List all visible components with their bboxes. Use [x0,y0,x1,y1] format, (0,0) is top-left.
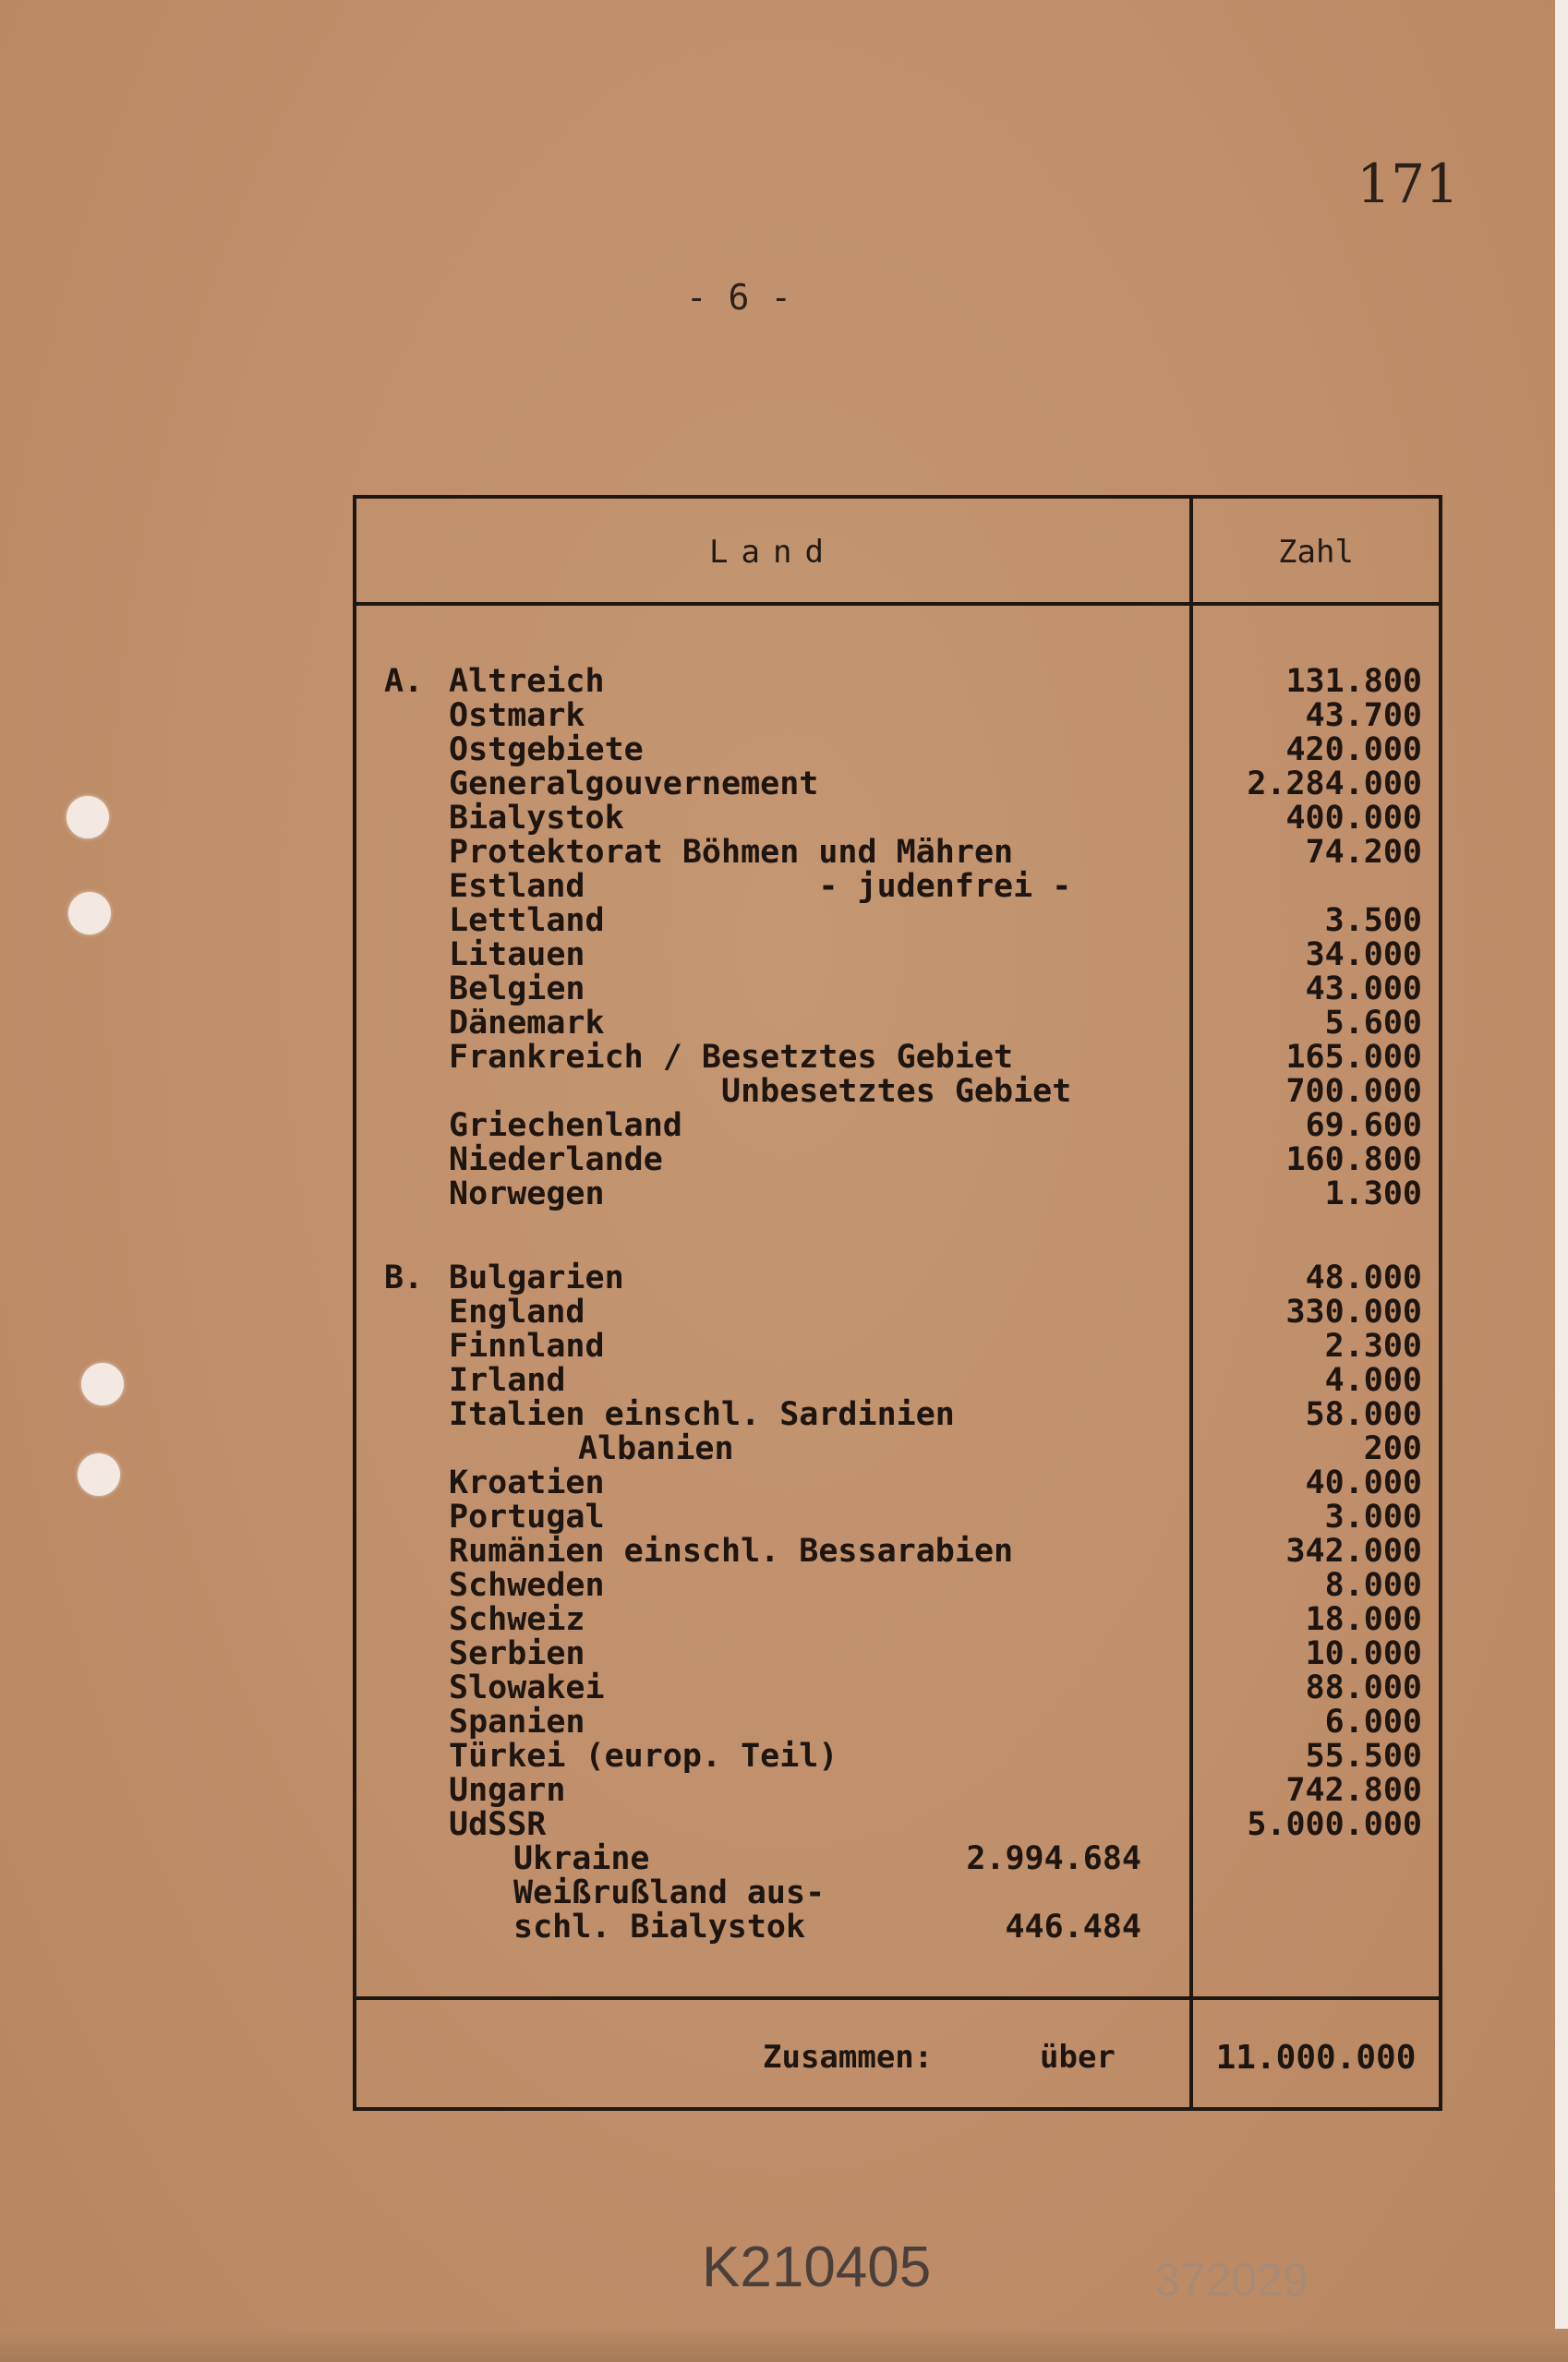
country-name: Griechenland [449,1107,682,1144]
population-table [353,495,1442,2111]
total-label: Zusammen: [763,2039,934,2076]
country-name: Slowakei [449,1669,605,1706]
table-row [356,1500,1439,1535]
country-count: 40.000 [1305,1464,1422,1501]
country-name: Ungarn [449,1772,566,1809]
section-gap [356,1211,1439,1261]
punch-hole [81,1363,124,1405]
country-count: 342.000 [1285,1533,1422,1570]
udssr-subrow [356,1876,1439,1910]
country-count: 400.000 [1285,800,1422,837]
country-count: 58.000 [1305,1396,1422,1433]
table-row [356,1774,1439,1808]
country-count: 3.000 [1324,1499,1422,1536]
country-name: Türkei (europ. Teil) [449,1738,838,1775]
country-name: Irland [449,1362,566,1399]
table-row [356,665,1439,699]
table-row [356,1535,1439,1569]
country-name: Spanien [449,1704,585,1741]
country-name: Italien einschl. Sardinien [449,1396,955,1433]
region-count: 446.484 [1005,1909,1141,1946]
udssr-subrow [356,1910,1439,1945]
total-qualifier: über [1040,2039,1116,2076]
table-row [356,1330,1439,1364]
country-count: 69.600 [1305,1107,1422,1144]
country-name: Niederlande [449,1141,663,1178]
table-row [356,1740,1439,1774]
table-row [356,1603,1439,1637]
country-count: 2.300 [1324,1328,1422,1365]
country-name: Lettland [449,902,605,939]
country-name: Ostgebiete [449,731,644,768]
country-name: Schweiz [449,1601,585,1638]
country-name: Bialystok [449,800,624,837]
country-count: 131.800 [1285,663,1422,700]
table-row [356,767,1439,801]
country-count: 700.000 [1285,1073,1422,1110]
country-name: Frankreich / Besetztes Gebiet [449,1039,1014,1076]
table-row [356,870,1439,904]
country-name: Schweden [449,1567,605,1604]
country-name: Serbien [449,1635,585,1672]
country-name: Generalgouvernement [449,765,819,802]
country-count: 18.000 [1305,1601,1422,1638]
region-count: 2.994.684 [966,1840,1141,1877]
table-row [356,1006,1439,1041]
country-name: England [449,1294,585,1331]
table-row [356,699,1439,733]
country-count: 5.600 [1324,1005,1422,1042]
region-name: Ukraine [513,1840,650,1877]
page-edge [1555,0,1568,2362]
punch-hole [78,1453,120,1496]
country-name: Litauen [449,936,585,973]
country-count: 742.800 [1285,1772,1422,1809]
table-row [356,733,1439,767]
country-count: 1.300 [1324,1175,1422,1212]
country-name: Protektorat Böhmen und Mähren [449,834,1014,871]
section-label: A. [384,663,424,700]
country-count: 420.000 [1285,731,1422,768]
country-name: Estland - judenfrei - [449,868,1072,905]
punch-hole [66,796,109,838]
header-land: Land [709,534,837,571]
table-row [356,1398,1439,1432]
archive-stamp: K210405 [702,2235,932,2299]
country-count: 43.000 [1305,970,1422,1007]
udssr-subrow [356,1842,1439,1876]
table-footer [356,1996,1439,2111]
table-row [356,1671,1439,1705]
faint-stamp: 372029 [1154,2254,1309,2306]
country-count: 43.700 [1305,697,1422,734]
table-row [356,1466,1439,1500]
section-label: B. [384,1259,424,1296]
punch-hole [68,892,111,934]
country-count: 330.000 [1285,1294,1422,1331]
country-name: Rumänien einschl. Bessarabien [449,1533,1014,1570]
table-body [356,665,1439,1945]
country-name: Dänemark [449,1005,605,1042]
table-row [356,1143,1439,1177]
country-count: 5.000.000 [1247,1806,1422,1843]
table-row [356,1637,1439,1671]
country-name: Portugal [449,1499,605,1536]
country-name: UdSSR [449,1806,547,1843]
table-row [356,1109,1439,1143]
page-number: - 6 - [685,277,792,318]
table-row [356,1364,1439,1398]
country-count: 88.000 [1305,1669,1422,1706]
table-row [356,836,1439,870]
table-row [356,938,1439,972]
country-count: 55.500 [1305,1738,1422,1775]
table-row [356,1075,1439,1109]
table-row [356,1295,1439,1330]
country-name: Bulgarien [449,1259,624,1296]
header-zahl: Zahl [1278,534,1354,571]
country-name: Finnland [449,1328,605,1365]
country-count: 10.000 [1305,1635,1422,1672]
country-count: 3.500 [1324,902,1422,939]
table-row [356,1808,1439,1842]
folio-number: 171 [1357,152,1459,215]
table-row [356,972,1439,1006]
country-count: 165.000 [1285,1039,1422,1076]
country-count: 6.000 [1324,1704,1422,1741]
country-count: 200 [1363,1430,1422,1467]
table-row [356,1569,1439,1603]
country-count: 4.000 [1324,1362,1422,1399]
country-name: Unbesetztes Gebiet [721,1073,1072,1110]
country-name: Norwegen [449,1175,605,1212]
country-name: Albanien [578,1430,734,1467]
total-value: 11.000.000 [1215,2039,1417,2077]
table-row [356,1041,1439,1075]
country-name: Kroatien [449,1464,605,1501]
table-row [356,801,1439,836]
country-name: Ostmark [449,697,585,734]
table-row [356,904,1439,938]
page-bottom-edge [0,2329,1568,2362]
country-count: 8.000 [1324,1567,1422,1604]
region-name: Weißrußland aus- [513,1874,826,1911]
table-row [356,1261,1439,1295]
country-count: 48.000 [1305,1259,1422,1296]
table-row [356,1432,1439,1466]
table-row [356,1177,1439,1211]
table-row [356,1705,1439,1740]
country-name: Altreich [449,663,605,700]
country-count: 74.200 [1305,834,1422,871]
region-name: schl. Bialystok [513,1909,806,1946]
country-name: Belgien [449,970,585,1007]
country-count: 2.284.000 [1247,765,1422,802]
country-count: 160.800 [1285,1141,1422,1178]
table-header [356,499,1439,606]
country-count: 34.000 [1305,936,1422,973]
